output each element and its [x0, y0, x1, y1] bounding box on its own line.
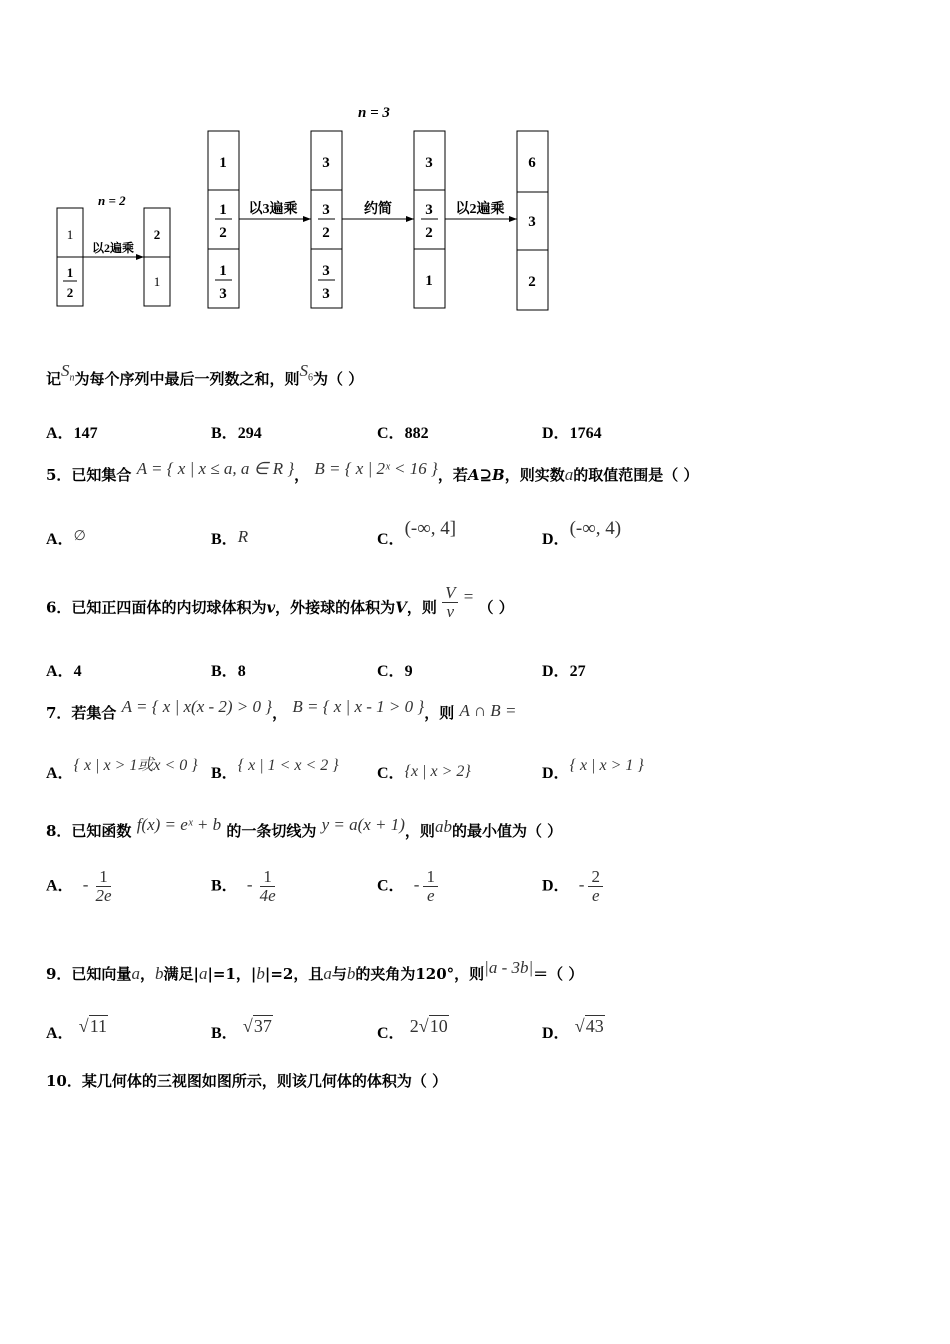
col4-cell-1: 6 — [528, 155, 536, 171]
col1-num-2: 1 — [219, 202, 227, 218]
col3-cell-3: 1 — [425, 273, 433, 289]
question-5-stem: 5．已知集合 A = { x | x ≤ a, a ∈ R }， B = { x | 2ˣ < 16 }，若A⊇B，则实数a的取值范围是（ ） — [46, 459, 699, 484]
q8-option-d[interactable]: D． - $\frac{2}{e}$ — [542, 868, 603, 905]
q9-option-a[interactable]: A． √11 — [46, 1016, 108, 1042]
set-a-expr: A = { x | x(x - 2) > 0 } — [121, 697, 273, 716]
n2-label: n = 2 — [98, 193, 126, 208]
q5-option-b[interactable]: B．R — [211, 527, 249, 548]
q8-option-a[interactable]: A． - $\frac{1}{2e}$ — [46, 867, 112, 905]
arrow-2-label: 约简 — [364, 202, 392, 217]
q9-option-c[interactable]: C． 2√10 — [377, 1016, 448, 1042]
q4-option-a[interactable]: A．147 — [46, 425, 98, 442]
q6-option-a[interactable]: A．4 — [46, 663, 82, 680]
col3-den-2: 2 — [425, 225, 433, 241]
q6-option-d[interactable]: D．27 — [542, 663, 586, 680]
arrow-3-label: 以2遍乘 — [455, 202, 505, 217]
col1-den-2: 2 — [219, 225, 227, 241]
q6-option-c[interactable]: C．9 — [377, 663, 413, 680]
q5-option-a[interactable]: A．∅ — [46, 529, 86, 548]
question-4-stem: 记$S_n$为每个序列中最后一列数之和，则$S_6$为（ ） — [46, 361, 364, 388]
col3-cell-1: 3 — [425, 155, 433, 171]
col1-cell-1: 1 — [219, 155, 227, 171]
norm-expr: |a - 3b| — [484, 958, 534, 977]
col4-cell-2: 3 — [528, 214, 536, 230]
col2-den-3: 3 — [322, 286, 330, 302]
q7-option-b[interactable]: B．{ x | 1 < x < 2 } — [211, 757, 339, 782]
question-10-stem: 10．某几何体的三视图如图所示，则该几何体的体积为（ ） — [46, 1072, 448, 1090]
function-expr: f(x) = eˣ + b — [136, 815, 222, 834]
col2-num-3: 3 — [322, 263, 330, 279]
n2-arrow-label: 以2遍乘 — [91, 241, 135, 255]
q4-option-b[interactable]: B．294 — [211, 425, 262, 442]
v-ratio-fraction: $\frac{V}{v}$ — [442, 584, 458, 621]
q4-option-d[interactable]: D．1764 — [542, 425, 602, 442]
n3-label: n = 3 — [358, 105, 390, 121]
col1-num-3: 1 — [219, 263, 227, 279]
q7-option-d[interactable]: D．{ x | x > 1 } — [542, 757, 644, 782]
set-b-expr: B = { x | 2ˣ < 16 } — [314, 459, 438, 478]
col2-den-2: 2 — [322, 225, 330, 241]
n2-left-cell-1: 1 — [66, 227, 74, 242]
question-8-stem: 8．已知函数 f(x) = eˣ + b 的一条切线为 y = a(x + 1)，则ab的最小值为（ ） — [46, 815, 563, 840]
n2-right-cell-2: 1 — [153, 274, 161, 289]
intersection-expr: A ∩ B = — [459, 701, 517, 720]
q4-option-c[interactable]: C．882 — [377, 425, 429, 442]
q9-option-b[interactable]: B． √37 — [211, 1016, 272, 1042]
sn-symbol: S — [61, 361, 70, 380]
q7-option-a[interactable]: A．{ x | x > 1或x < 0 } — [46, 757, 198, 782]
col3-num-2: 3 — [425, 202, 433, 218]
n2-left-den: 2 — [66, 285, 74, 300]
question-7-stem: 7．若集合 A = { x | x(x - 2) > 0 }， B = { x | x - 1 > 0 }，则 A ∩ B = — [46, 697, 517, 722]
q8-option-c[interactable]: C． - $\frac{1}{e}$ — [377, 868, 438, 905]
q8-option-b[interactable]: B． - $\frac{1}{4e}$ — [211, 867, 276, 905]
q5-option-c[interactable]: C．(-∞, 4] — [377, 518, 457, 548]
set-b-expr: B = { x | x - 1 > 0 } — [292, 697, 425, 716]
n2-right-column — [144, 208, 170, 306]
n2-right-cell-1: 2 — [153, 227, 161, 242]
col4-cell-3: 2 — [528, 274, 536, 290]
q6-option-b[interactable]: B．8 — [211, 663, 246, 680]
col1-den-3: 3 — [219, 286, 227, 302]
q5-option-d[interactable]: D．(-∞, 4) — [542, 518, 622, 548]
col2-cell-1: 3 — [322, 155, 330, 171]
n2-left-num: 1 — [66, 265, 74, 280]
q9-option-d[interactable]: D． √43 — [542, 1016, 604, 1042]
question-9-stem: 9．已知向量a，b满足|a|=1，|b|=2，且a与b的夹角为120°，则|a - 3b|＝（ ） — [46, 958, 584, 983]
sequence-diagram — [0, 90, 600, 330]
question-6-stem: 6．已知正四面体的内切球体积为v，外接球的体积为V，则 $\frac{V}{v}$ = （ ） — [46, 583, 514, 621]
tangent-line-expr: y = a(x + 1) — [321, 815, 405, 834]
s6-symbol: S — [299, 361, 309, 380]
set-a-expr: A = { x | x ≤ a, a ∈ R } — [136, 459, 295, 478]
arrow-1-label: 以3遍乘 — [248, 202, 298, 217]
q7-option-c[interactable]: C．{x | x > 2} — [377, 763, 471, 782]
col2-num-2: 3 — [322, 202, 330, 218]
